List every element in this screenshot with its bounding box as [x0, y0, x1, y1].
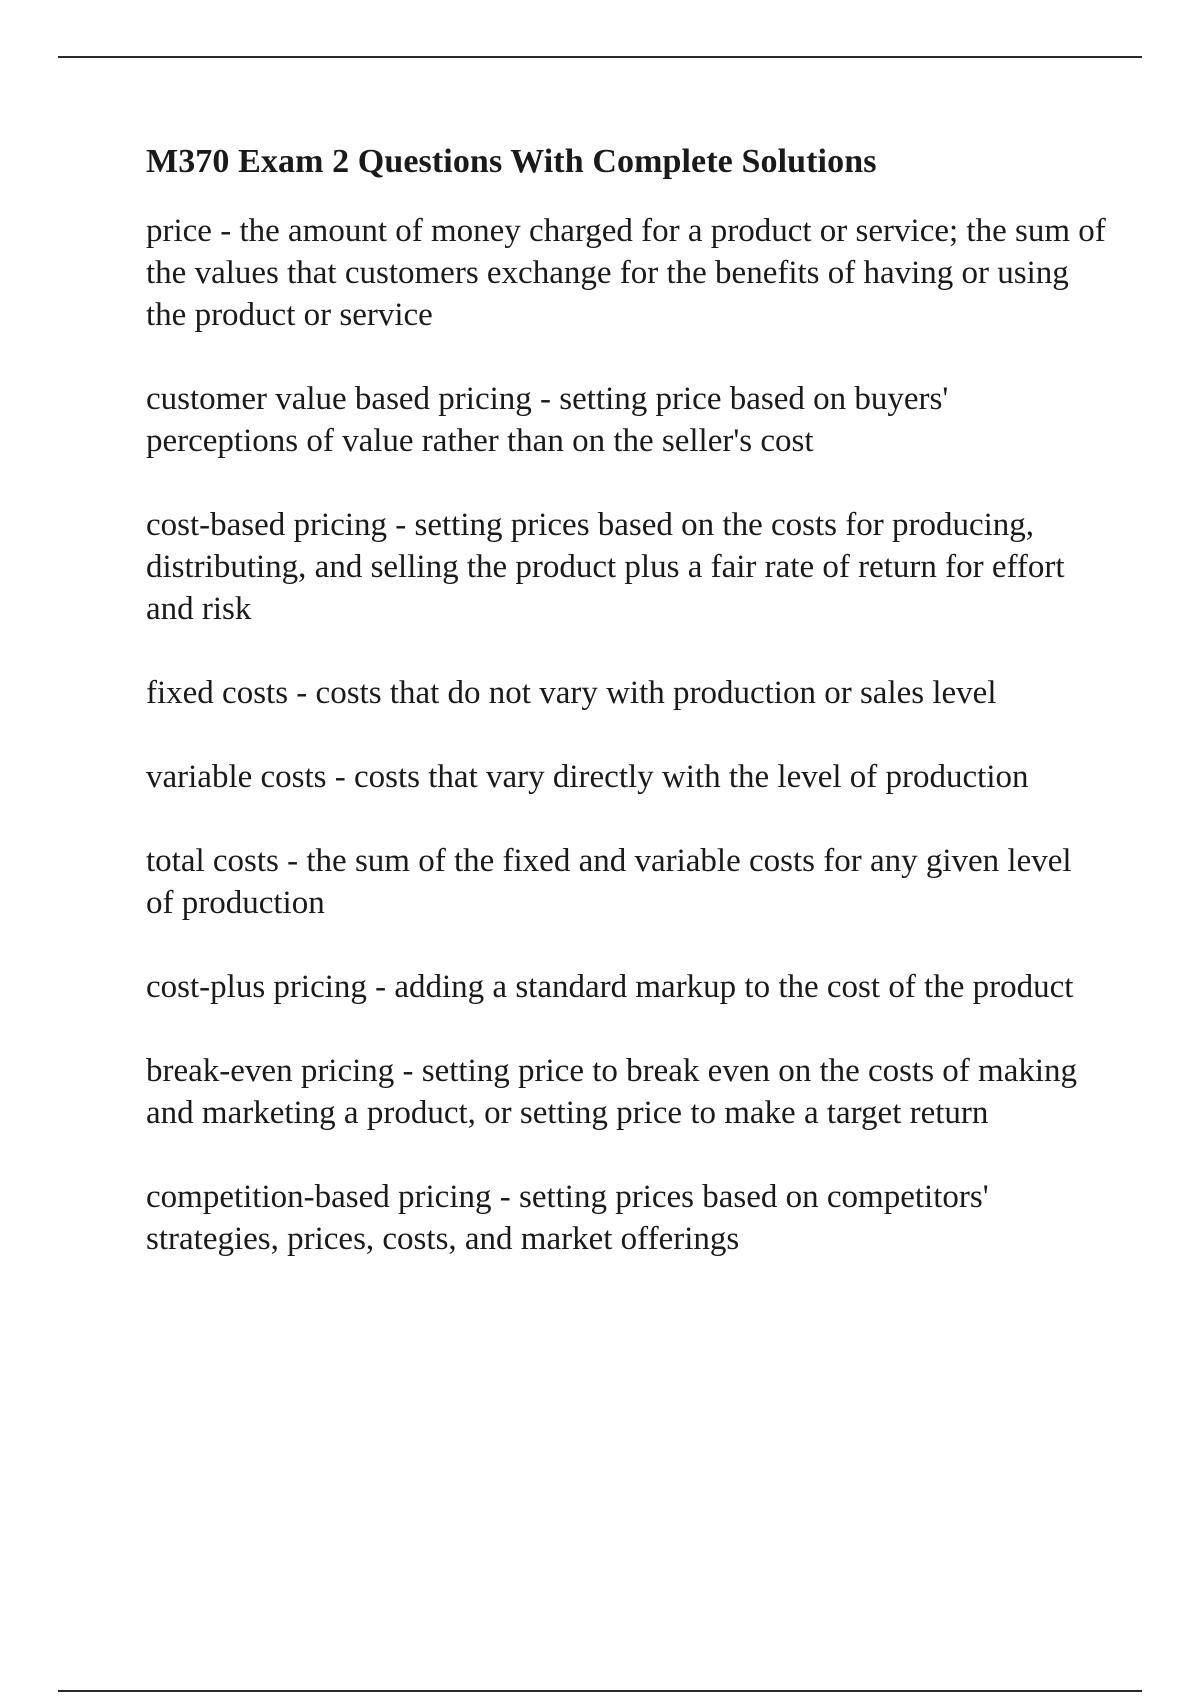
definition-entry: variable costs - costs that vary directly with the level of production [146, 759, 1029, 796]
definition-entry: cost-plus pricing - adding a standard markup to the cost of the product [146, 969, 1074, 1006]
top-rule [58, 56, 1142, 58]
definition-list [146, 210, 1106, 1260]
definition-entry: customer value based pricing - setting price based on buyers' perceptions of value rather than on the seller's cost [146, 381, 949, 460]
document-title: M370 Exam 2 Questions With Complete Solutions [146, 143, 877, 180]
definition-entry: total costs - the sum of the fixed and variable costs for any given level of production [146, 843, 1072, 922]
definition-entry: cost-based pricing - setting prices based on the costs for producing, distributing, and selling the product plus a fair rate of return for effort and risk [146, 507, 1065, 628]
definition-entry: fixed costs - costs that do not vary with production or sales level [146, 675, 997, 712]
bottom-rule [58, 1690, 1142, 1692]
definition-entry: price - the amount of money charged for a product or service; the sum of the values that customers exchange for the benefits of having or using the product or service [146, 213, 1106, 334]
definition-entry: break-even pricing - setting price to break even on the costs of making and marketing a product, or setting price to make a target return [146, 1053, 1078, 1132]
definition-entry: competition-based pricing - setting prices based on competitors' strategies, prices, costs, and market offerings [146, 1179, 989, 1258]
document-body [146, 140, 1106, 1302]
